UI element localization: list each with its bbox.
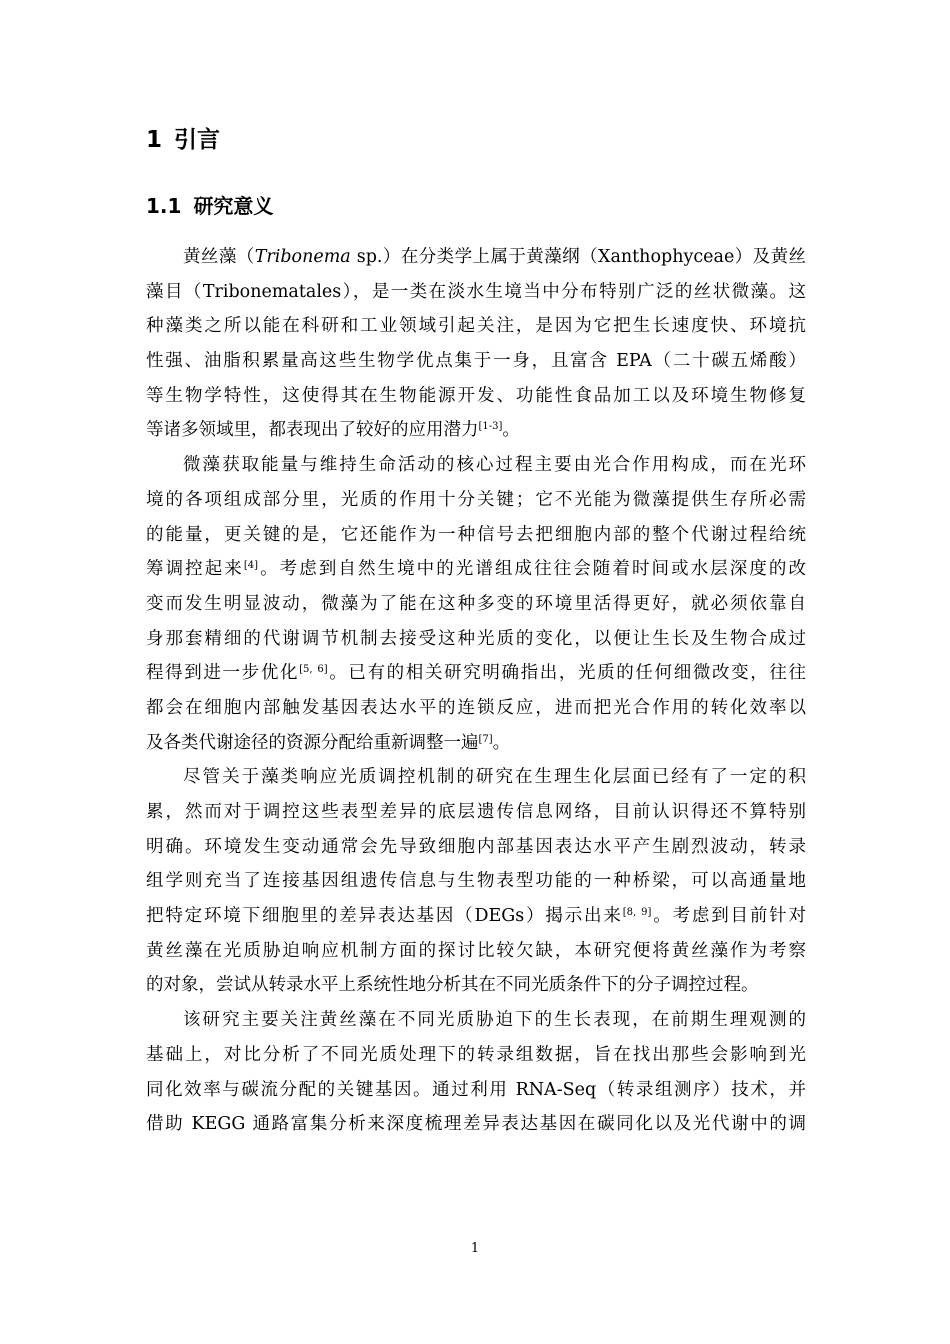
text-segment: 等生物学特性，这使得其在生物能源开发、功能性食品加工以及环境生物修复 xyxy=(146,385,806,406)
text-segment: 明确。环境发生变动通常会先导致细胞内部基因表达水平产生剧烈波动，转录 xyxy=(146,836,806,857)
text-line xyxy=(146,691,806,726)
text-line xyxy=(146,587,806,622)
text-segment: 及各类代谢途径的资源分配给重新调整一遍 xyxy=(146,732,479,753)
text-line xyxy=(146,968,806,1003)
text-line xyxy=(146,1107,806,1142)
citation: [5, 6] xyxy=(299,664,328,676)
text-line xyxy=(146,379,806,414)
text-segment: 同化效率与碳流分配的关键基因。通过利用 RNA-Seq（转录组测序）技术，并 xyxy=(146,1079,806,1100)
paragraph xyxy=(146,240,806,448)
text-segment: 。 xyxy=(502,420,520,441)
text-segment: 基础上，对比分析了不同光质处理下的转录组数据，旨在找出那些会影响到光 xyxy=(146,1044,806,1065)
text-line xyxy=(146,899,806,934)
text-segment: 黄丝藻（ xyxy=(183,247,255,267)
body-text xyxy=(146,240,806,1142)
text-line xyxy=(146,1003,806,1038)
text-line xyxy=(146,795,806,830)
text-line xyxy=(146,830,806,865)
text-line xyxy=(146,760,806,795)
text-line xyxy=(146,413,806,448)
text-segment: 尽管关于藻类响应光质调控机制的研究在生理生化层面已经有了一定的积 xyxy=(183,767,806,788)
text-segment: 累，然而对于调控这些表型差异的底层遗传信息网络，目前认识得还不算特别 xyxy=(146,802,806,822)
citation: [8, 9] xyxy=(622,907,652,919)
text-line xyxy=(146,656,806,691)
text-segment: 。考虑到目前针对 xyxy=(651,906,807,927)
text-line xyxy=(146,483,806,518)
text-line xyxy=(146,344,806,379)
section-title: 研究意义 xyxy=(193,194,274,218)
text-line xyxy=(146,864,806,899)
text-segment: 该研究主要关注黄丝藻在不同光质胁迫下的生长表现，在前期生理观测的 xyxy=(183,1010,806,1031)
text-segment: 。考虑到自然生境中的光谱组成往往会随着时间或水层深度的改 xyxy=(258,559,807,580)
text-segment: sp.）在分类学上属于黄藻纲（Xanthophyceae）及黄丝 xyxy=(350,247,806,267)
text-line xyxy=(146,552,806,587)
text-segment: 借助 KEGG 通路富集分析来深度梳理差异表达基因在碳同化以及光代谢中的调 xyxy=(146,1114,806,1135)
text-line xyxy=(146,275,806,310)
text-segment: 黄丝藻在光质胁迫响应机制方面的探讨比较欠缺，本研究便将黄丝藻作为考察 xyxy=(146,940,806,961)
text-segment: 的对象，尝试从转录水平上系统性地分析其在不同光质条件下的分子调控过程。 xyxy=(146,975,759,996)
text-segment: 程得到进一步优化 xyxy=(146,663,300,684)
text-segment: 组学则充当了连接基因组遗传信息与生物表型功能的一种桥梁，可以高通量地 xyxy=(146,871,806,892)
text-segment: 身那套精细的代谢调节机制去接受这种光质的变化，以便让生长及生物合成过 xyxy=(146,628,806,649)
text-line xyxy=(146,518,806,553)
text-segment: 都会在细胞内部触发基因表达水平的连锁反应，进而把光合作用的转化效率以 xyxy=(146,697,806,718)
italic-term: Tribonema xyxy=(254,247,351,267)
text-line xyxy=(146,934,806,969)
text-segment: 筹调控起来 xyxy=(146,559,244,580)
text-segment: 把特定环境下细胞里的差异表达基因（DEGs）揭示出来 xyxy=(146,906,623,927)
text-segment: 性强、油脂积累量高这些生物学优点集于一身，且富含 EPA（二十碳五烯酸） xyxy=(146,351,806,372)
chapter-heading xyxy=(146,122,220,158)
text-segment: 微藻获取能量与维持生命活动的核心过程主要由光合作用构成，而在光环 xyxy=(183,455,806,476)
text-segment: 种藻类之所以能在科研和工业领域引起关注，是因为它把生长速度快、环境抗 xyxy=(146,316,806,337)
text-line xyxy=(146,240,806,275)
paragraph xyxy=(146,1003,806,1142)
page-number: 1 xyxy=(470,1241,480,1256)
citation: [4] xyxy=(243,560,259,572)
citation: [7] xyxy=(478,733,493,745)
text-segment: 等诸多领域里，都表现出了较好的应用潜力 xyxy=(146,420,479,441)
text-line xyxy=(146,1038,806,1073)
text-segment: 变而发生明显波动，微藻为了能在这种多变的环境里活得更好，就必须依靠自 xyxy=(146,593,806,614)
section-number: 1.1 xyxy=(146,194,182,218)
paragraph xyxy=(146,448,806,760)
text-line xyxy=(146,448,806,483)
chapter-title: 引言 xyxy=(174,127,221,153)
text-line xyxy=(146,622,806,657)
paragraph xyxy=(146,760,806,1003)
text-segment: 藻目（Tribonematales），是一类在淡水生境当中分布特别广泛的丝状微藻。这 xyxy=(146,281,806,302)
text-segment: 。已有的相关研究明确指出，光质的任何细微改变，往往 xyxy=(327,663,807,684)
text-line xyxy=(146,726,806,761)
text-line xyxy=(146,1073,806,1108)
text-segment: 境的各项组成部分里，光质的作用十分关键；它不光能为微藻提供生存所必需 xyxy=(146,489,806,510)
text-segment: 。 xyxy=(492,732,511,753)
chapter-number: 1 xyxy=(146,127,163,153)
citation: [1-3] xyxy=(478,421,503,433)
section-heading xyxy=(146,189,273,223)
text-segment: 的能量，更关键的是，它还能作为一种信号去把细胞内部的整个代谢过程给统 xyxy=(146,524,806,545)
text-line xyxy=(146,309,806,344)
